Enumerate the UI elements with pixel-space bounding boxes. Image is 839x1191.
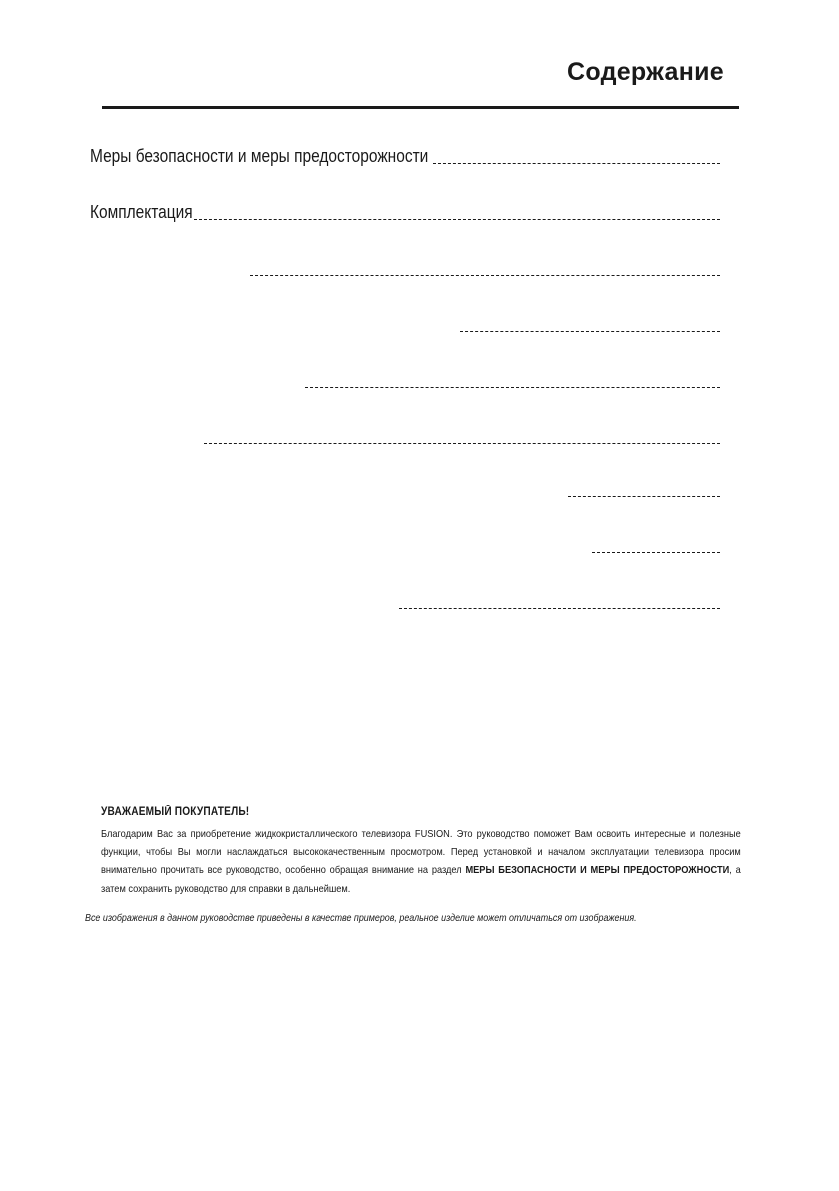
toc-entry-package-contents[interactable]	[90, 199, 720, 223]
customer-notice	[101, 806, 741, 898]
toc-leader	[204, 443, 720, 444]
toc-entry[interactable]	[250, 255, 720, 279]
toc-entry[interactable]	[592, 532, 720, 556]
toc-leader	[433, 163, 720, 164]
toc-leader	[250, 275, 720, 276]
toc-entry-safety[interactable]	[90, 143, 720, 167]
toc-leader	[194, 219, 720, 220]
toc-entry[interactable]	[460, 311, 720, 335]
notice-heading: УВАЖАЕМЫЙ ПОКУПАТЕЛЬ!	[101, 806, 250, 818]
image-disclaimer: Все изображения в данном руководстве приведены в качестве примеров, реальное изделие может отличаться от изображения.	[85, 912, 637, 924]
notice-body	[101, 825, 741, 898]
toc-entry[interactable]	[399, 588, 720, 612]
toc-entry-label: Комплектация	[90, 202, 193, 222]
toc-leader	[592, 552, 720, 553]
toc-entry[interactable]	[204, 423, 720, 447]
page-title: Содержание	[566, 58, 724, 86]
toc-entry[interactable]	[305, 367, 720, 391]
toc-leader	[460, 331, 720, 332]
title-divider	[102, 106, 739, 109]
toc-entry-label: Меры безопасности и меры предосторожности	[90, 146, 429, 166]
toc-leader	[305, 387, 720, 388]
toc-leader	[399, 608, 720, 609]
safety-section-reference: МЕРЫ БЕЗОПАСНОСТИ И МЕРЫ ПРЕДОСТОРОЖНОСТИ	[465, 864, 730, 877]
toc-leader	[568, 496, 720, 497]
notice-body-text-end: , а затем сохранить руководство для справки в дальнейшем.	[101, 864, 741, 895]
notice-body-text: Благодарим Вас за приобретение жидкокристаллического телевизора FUSION. Это руководство поможет Вам освоить интересные и полезные функции, чтобы Вы могли наслаждаться высококачественным просмотром. Перед установкой и началом эксплуатации телевизора просим внимательно прочитать все руководство, особенно обращая внимание на раздел	[101, 828, 741, 877]
toc-entry[interactable]	[568, 476, 720, 500]
